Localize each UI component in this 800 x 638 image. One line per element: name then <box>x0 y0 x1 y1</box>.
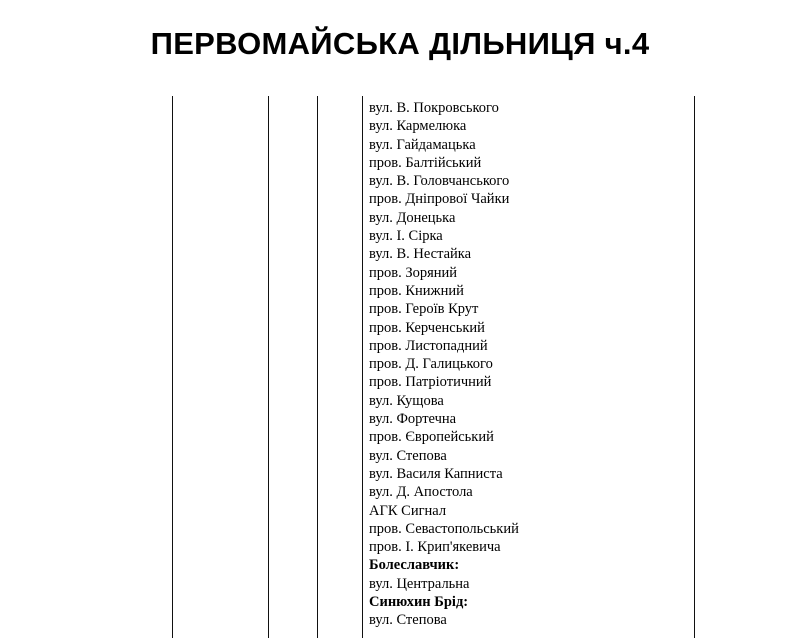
street-item: пров. Зоряний <box>369 264 458 281</box>
street-item: пров. Керченський <box>369 319 485 336</box>
street-item: вул. Кармелюка <box>369 118 467 135</box>
street-item: вул. В. Нестайка <box>369 246 472 263</box>
street-item: вул. Степова <box>369 612 447 629</box>
street-item: вул. Д. Апостола <box>369 484 473 501</box>
table-column-divider <box>362 96 363 638</box>
street-item: вул. В. Головчанського <box>369 173 510 190</box>
street-item: вул. В. Покровського <box>369 100 499 116</box>
street-item: пров. І. Крип'якевича <box>369 539 501 556</box>
street-item: вул. Фортечна <box>369 411 457 428</box>
table-column-divider <box>317 96 318 638</box>
street-item: вул. Степова <box>369 447 447 464</box>
street-item: АГК Сигнал <box>369 502 447 519</box>
street-item: пров. Балтійський <box>369 154 482 171</box>
street-item: пров. Героїв Крут <box>369 301 479 318</box>
table-column-divider <box>694 96 695 638</box>
street-item: пров. Дніпрової Чайки <box>369 191 510 208</box>
street-item: пров. Д. Галицького <box>369 356 493 373</box>
street-item: вул. Василя Капниста <box>369 465 503 482</box>
street-item: вул. Гайдамацька <box>369 136 476 153</box>
street-item: вул. Кущова <box>369 392 444 409</box>
street-item: вул. Центральна <box>369 575 470 592</box>
locality-heading: Болеславчик: <box>369 557 460 574</box>
street-list <box>369 99 689 630</box>
streets-table <box>0 96 800 638</box>
street-item: вул. І. Сірка <box>369 228 443 245</box>
street-item: пров. Листопадний <box>369 337 488 354</box>
street-item: пров. Європейський <box>369 429 494 446</box>
table-column-divider <box>172 96 173 638</box>
street-item: вул. Донецька <box>369 209 456 226</box>
street-item: пров. Севастопольський <box>369 520 519 537</box>
page-title: ПЕРВОМАЙСЬКА ДІЛЬНИЦЯ ч.4 <box>150 26 650 61</box>
locality-heading: Синюхин Брід: <box>369 594 469 611</box>
street-item: пров. Книжний <box>369 282 464 299</box>
street-item: пров. Патріотичний <box>369 374 492 391</box>
table-column-divider <box>268 96 269 638</box>
